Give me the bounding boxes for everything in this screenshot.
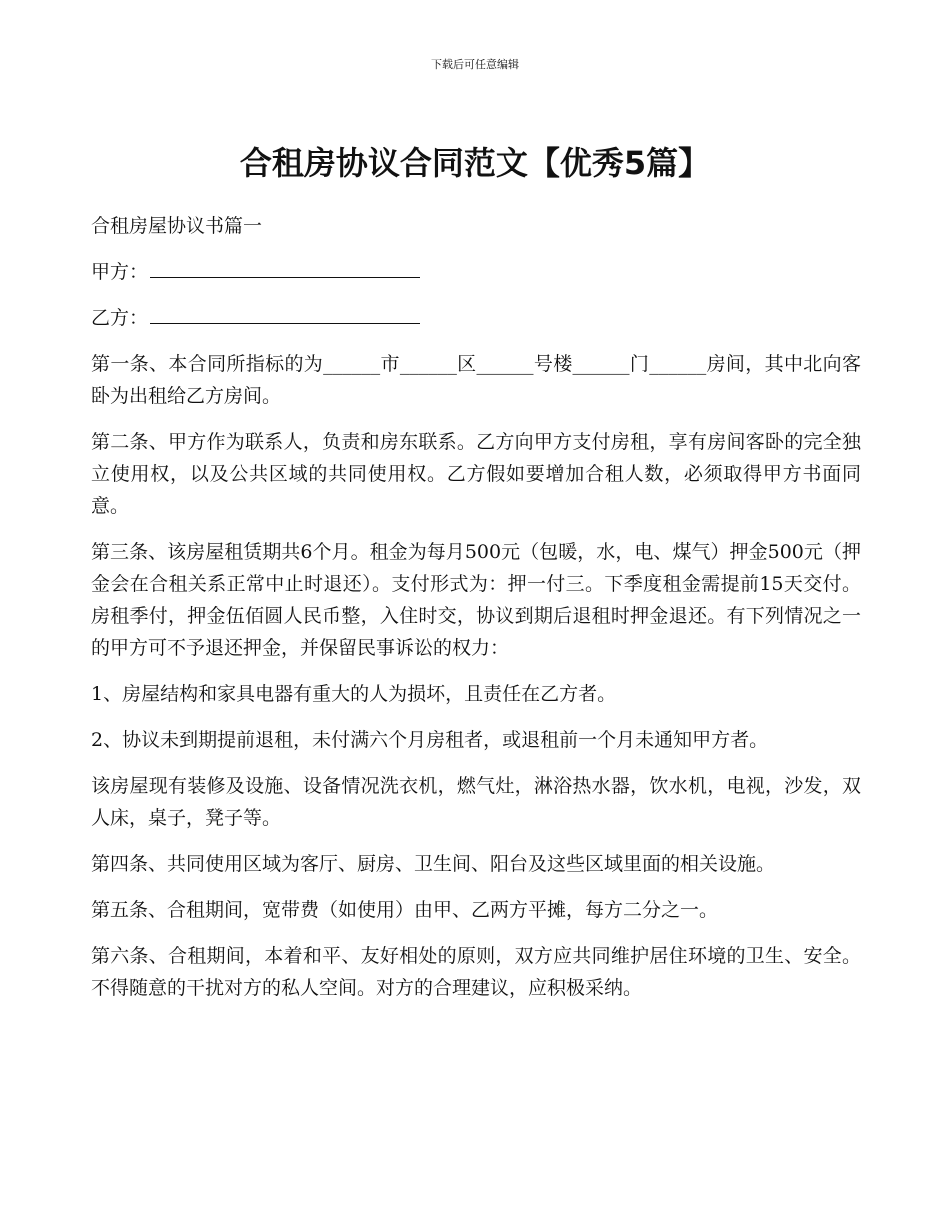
clause-3: 第三条、该房屋租赁期共6个月。租金为每月500元（包暖，水，电、煤气）押金500元（押金会在合租关系正常中止时退还）。支付形式为：押一付三。下季度租金需提前15天交付。房租季付，押金伍佰圆人民币整，入住时交，协议到期后退租时押金退还。有下列情况之一的甲方可不予退还押金，并保留民事诉讼的权力：	[91, 541, 861, 659]
party-b-line	[91, 302, 861, 334]
header-note: 下载后可任意编辑	[431, 58, 519, 71]
section-heading: 合租房屋协议书篇一	[91, 215, 263, 237]
party-b-blank	[150, 303, 420, 324]
clause-3-item-2: 2、协议未到期提前退租，未付满六个月房租者，或退租前一个月未通知甲方者。	[91, 729, 769, 751]
clause-3-item-1: 1、房屋结构和家具电器有重大的人为损坏，且责任在乙方者。	[91, 683, 617, 705]
clause-5: 第五条、合租期间，宽带费（如使用）由甲、乙两方平摊，每方二分之一。	[91, 899, 719, 921]
party-a-label: 甲方：	[91, 261, 149, 283]
clause-6: 第六条、合租期间，本着和平、友好相处的原则，双方应共同维护居住环境的卫生、安全。不得随意的干扰对方的私人空间。对方的合理建议，应积极采纳。	[91, 945, 861, 999]
party-b-label: 乙方：	[91, 307, 149, 329]
clause-4: 第四条、共同使用区域为客厅、厨房、卫生间、阳台及这些区域里面的相关设施。	[91, 853, 776, 875]
party-a-line	[91, 256, 861, 288]
clause-1: 第一条、本合同所指标的为______市______区______号楼______门______房间，其中北向客卧为出租给乙方房间。	[91, 353, 861, 407]
clause-2: 第二条、甲方作为联系人，负责和房东联系。乙方向甲方支付房租，享有房间客卧的完全独立使用权，以及公共区域的共同使用权。乙方假如要增加合租人数，必须取得甲方书面同意。	[91, 431, 861, 517]
facilities-paragraph: 该房屋现有装修及设施、设备情况洗衣机，燃气灶，淋浴热水器，饮水机，电视，沙发，双人床，桌子，凳子等。	[91, 775, 861, 829]
party-a-blank	[150, 257, 420, 278]
document-body	[91, 210, 861, 1018]
document-title: 合租房协议合同范文【优秀5篇】	[239, 144, 711, 182]
